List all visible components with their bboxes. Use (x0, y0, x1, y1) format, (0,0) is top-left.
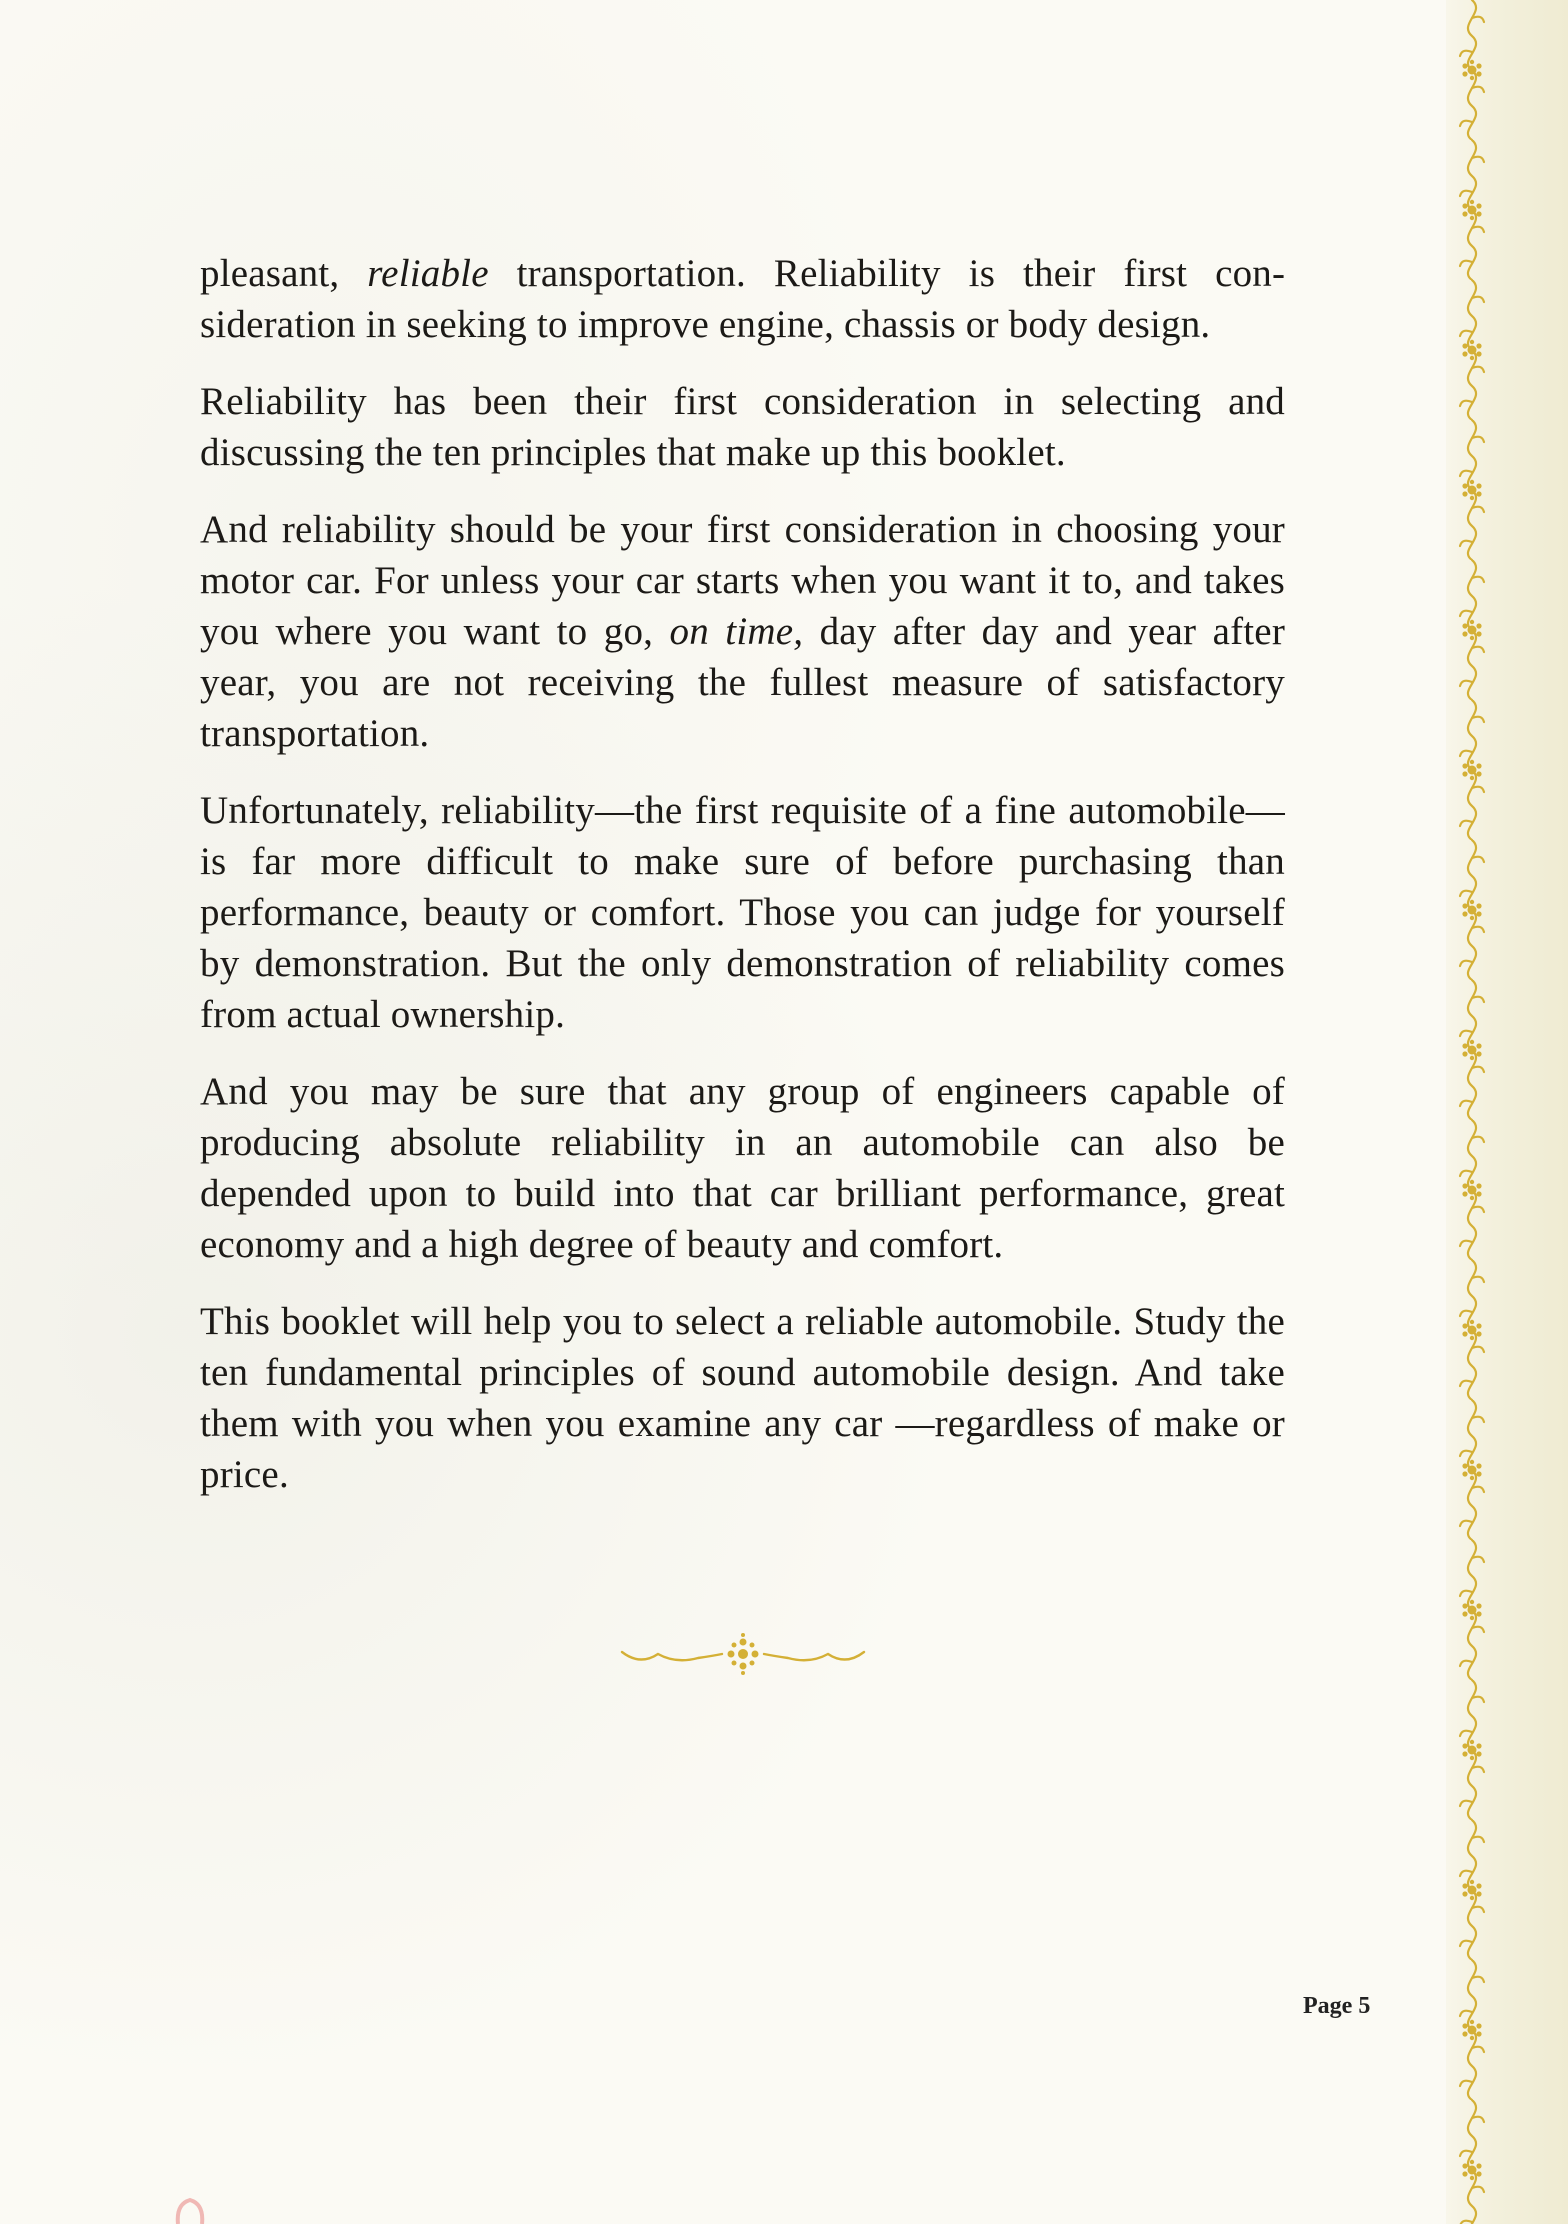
text-segment: Reliability has been their first consideration in selecting and discussing the ten principles that make up this booklet. (200, 380, 1285, 474)
flourish-ornament-icon (618, 1632, 868, 1676)
red-stain-mark (170, 2190, 210, 2224)
text-segment: transportation. Reliability is their first consideration in seeking to improve engine, chassis or body design. (200, 252, 1286, 346)
paragraph-1 (200, 248, 1285, 350)
vine-border-icon (1452, 0, 1492, 2224)
paragraph-5 (200, 1066, 1285, 1270)
italic-segment: reliable (367, 252, 489, 295)
paragraph-4 (200, 785, 1285, 1040)
paragraph-2 (200, 376, 1285, 478)
paragraph-3 (200, 504, 1285, 759)
page-number: Page 5 (1303, 1993, 1371, 2019)
text-segment: And you may be sure that any group of engineers capable of producing absolute reliability in an automobile can also be depended upon to build into that car brilliant performance, great economy and a high degree of beauty and comfort. (200, 1070, 1285, 1266)
italic-segment: on time, (669, 610, 804, 653)
body-text (200, 248, 1285, 1526)
text-segment: This booklet will help you to select a reliable automobile. Study the ten fundamental principles of sound automobile design. And take them with you when you examine any car —regardless of make or price. (200, 1300, 1285, 1496)
text-segment: pleasant, (200, 252, 368, 295)
text-segment: day after day and year after year, you are not receiving the fullest measure of satisfactory transportation. (200, 610, 1286, 755)
text-segment: And reliability should be your first consideration in choosing your motor car. For unless your car starts when you want it to, and takes you where you want to go, (200, 508, 1285, 653)
text-segment: Unfortunately, reliability—the first requisite of a fine automobile—is far more difficult to make sure of before purchasing than performance, beauty or comfort. Those you can judge for yourself by demonstration. But the only demonstration of reliability comes from actual ownership. (200, 789, 1285, 1036)
paragraph-6 (200, 1296, 1285, 1500)
